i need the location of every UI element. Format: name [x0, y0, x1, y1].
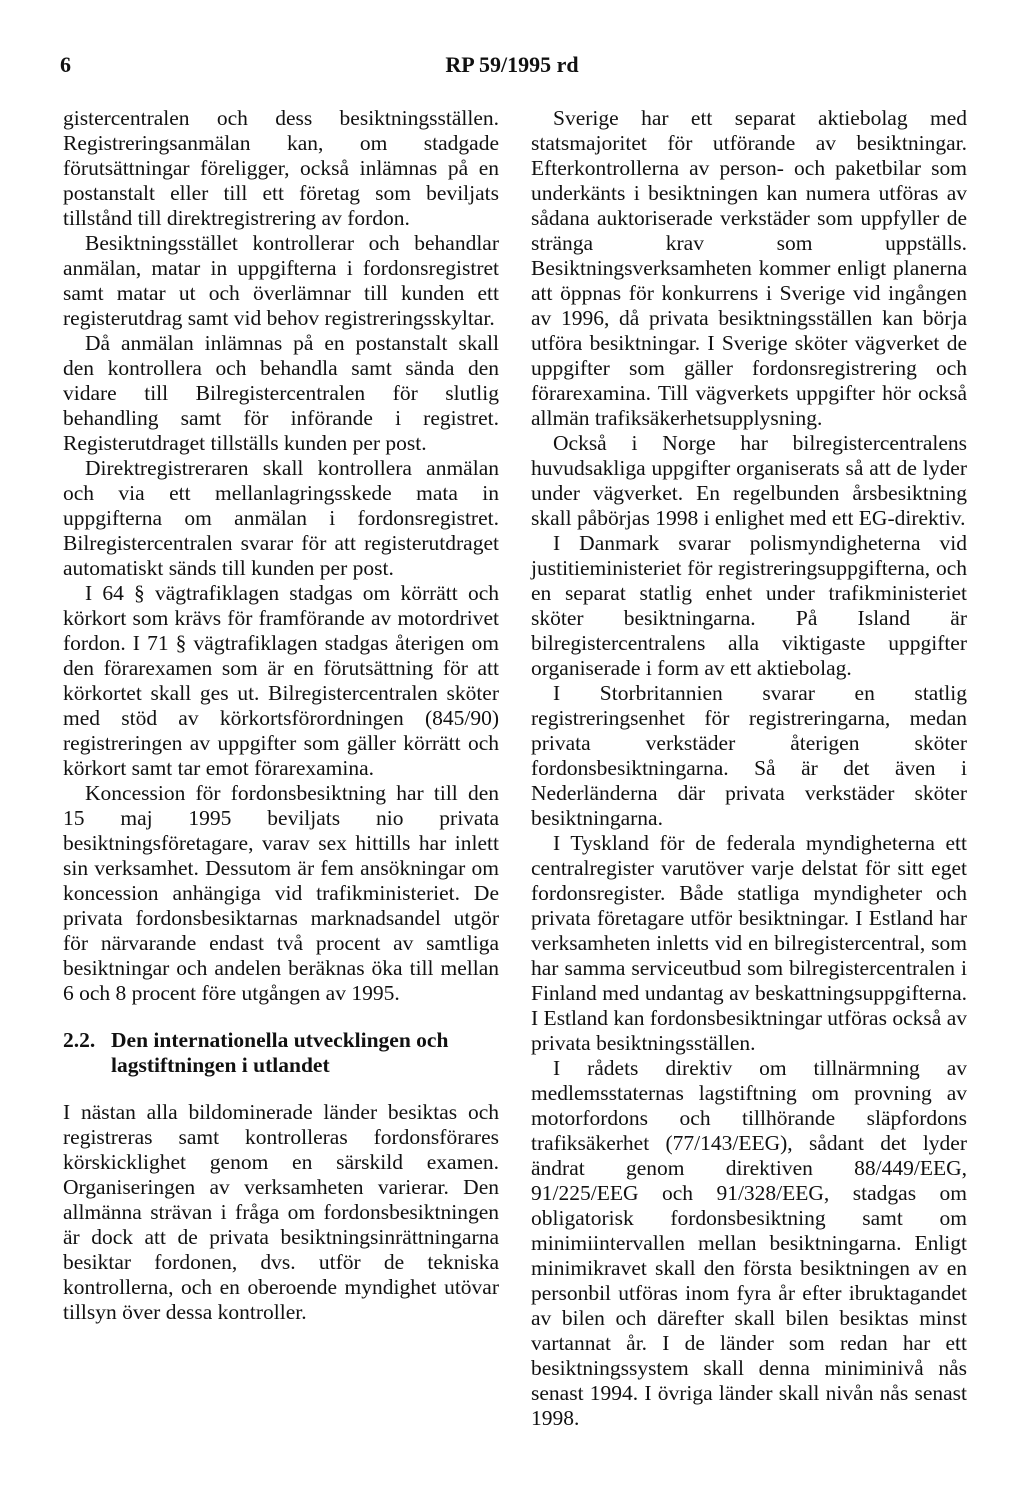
left-paragraph-7: I nästan alla bildominerade länder besiktas och registreras samt kontrolleras fordonsförares körskicklighet genom en särskild examen. Organiseringen av verksamheten varierar. Den allmänna strävan i fråga om fordonsbesiktningen är dock att de privata besiktningsinrättningarna besiktar fordonen, dvs. utför de tekniska kontrollerna, och en oberoende myndighet utövar tillsyn över dessa kontroller.	[63, 1100, 499, 1324]
right-paragraph-3: I Danmark svarar polismyndigheterna vid justitieministeriet för registreringsuppgifterna, och en separat statlig enhet under trafikministeriet sköter besiktningarna. På Island är bilregistercentralens alla viktigaste uppgifter organiserade i form av ett aktiebolag.	[531, 531, 967, 680]
page-number: 6	[60, 52, 71, 77]
right-paragraph-6: I rådets direktiv om tillnärmning av medlemsstaternas lagstiftning om provning av motorfordons och tillhörande släpfordons trafiksäkerhet (77/143/EEG), sådant det lyder ändrat genom direktiven 88/449/EEG, 91/225/EEG och 91/328/EEG, stadgas om obligatorisk fordonsbesiktning samt om minimiintervallen mellan besiktningarna. Enligt minimikravet skall den första besiktningen av en personbil utföras inom fyra år efter ibruktagandet av bilen och därefter skall bilen besiktas minst vartannat år. I de länder som redan har ett besiktningssystem skall denna miniminivå nås senast 1994. I övriga länder skall nivån nås senast 1998.	[531, 1056, 967, 1430]
section-title: Den internationella utvecklingen och lagstiftningen i utlandet	[111, 1028, 449, 1077]
section-heading	[63, 1028, 499, 1078]
left-paragraph-5: I 64 § vägtrafiklagen stadgas om körrätt och körkort som krävs för framförande av motordrivet fordon. I 71 § vägtrafiklagen stadgas återigen om den förarexamen som är en förutsättning för att körkortet skall ges ut. Bilregistercentralen sköter med stöd av körkortsförordningen (845/90) registreringen av uppgifter som gäller körrätt och körkort samt tar emot förarexamina.	[63, 581, 499, 780]
left-column	[63, 106, 499, 1325]
right-paragraph-5: I Tyskland för de federala myndigheterna ett centralregister varutöver varje delstat för sitt eget fordonsregister. Både statliga myndigheter och privata företagare utför besiktningar. I Estland har verksamheten inletts vid en bilregistercentral, som har samma serviceutbud som bilregistercentralen i Finland med undantag av beskattningsuppgifterna. I Estland kan fordonsbesiktningar utföras också av privata besiktningsställen.	[531, 831, 967, 1055]
left-paragraph-3: Då anmälan inlämnas på en postanstalt skall den kontrollera och behandla samt sända den vidare till Bilregistercentralen för slutlig behandling samt för införande i registret. Registerutdraget tillställs kunden per post.	[63, 331, 499, 455]
right-column	[531, 106, 967, 1431]
left-paragraph-6: Koncession för fordonsbesiktning har till den 15 maj 1995 beviljats nio privata besiktningsföretagare, varav sex hittills har inlett sin verksamhet. Dessutom är fem ansökningar om koncession anhängiga vid trafikministeriet. De privata fordonsbesiktarnas marknadsandel utgör för närvarande endast två procent av samtliga besiktningar och andelen beräknas öka till mellan 6 och 8 procent före utgången av 1995.	[63, 781, 499, 1005]
section-number: 2.2.	[63, 1028, 96, 1052]
left-paragraph-4: Direktregistreraren skall kontrollera anmälan och via ett mellanlagringsskede mata in uppgifterna om anmälan i fordonsregistret. Bilregistercentralen svarar för att registerutdraget automatiskt sänds till kunden per post.	[63, 456, 499, 580]
left-paragraph-1: gistercentralen och dess besiktningsställen. Registreringsanmälan kan, om stadgade förutsättningar föreligger, också inlämnas på en postanstalt eller till ett företag som beviljats tillstånd till direktregistrering av fordon.	[63, 106, 499, 230]
right-paragraph-2: Också i Norge har bilregistercentralens huvudsakliga uppgifter organiserats så att de lyder under vägverket. En regelbunden årsbesiktning skall påbörjas 1998 i enlighet med ett EG-direktiv.	[531, 431, 967, 530]
left-paragraph-2: Besiktningsstället kontrollerar och behandlar anmälan, matar in uppgifterna i fordonsregistret samt matar ut och överlämnar till kunden ett registerutdrag samt vid behov registreringsskyltar.	[63, 231, 499, 330]
running-head: RP 59/1995 rd	[445, 52, 579, 77]
right-paragraph-1: Sverige har ett separat aktiebolag med statsmajoritet för utförande av besiktningar. Efterkontrollerna av person- och paketbilar som underkänts i besiktningen kan numera utföras av sådana auktoriserade verkstäder som uppfyller de stränga krav som uppställs. Besiktningsverksamheten kommer enligt planerna att öppnas för konkurrens i Sverige vid ingången av 1996, då privata besiktningsställen kan börja utföra besiktningar. I Sverige sköter vägverket de uppgifter som gäller fordonsregistrering och förarexamina. Till vägverkets uppgifter hör också allmän trafiksäkerhetsupplysning.	[531, 106, 967, 430]
right-paragraph-4: I Storbritannien svarar en statlig registreringsenhet för registreringarna, medan privata verkstäder återigen sköter fordonsbesiktningarna. Så är det även i Nederländerna där privata verkstäder sköter besiktningarna.	[531, 681, 967, 830]
